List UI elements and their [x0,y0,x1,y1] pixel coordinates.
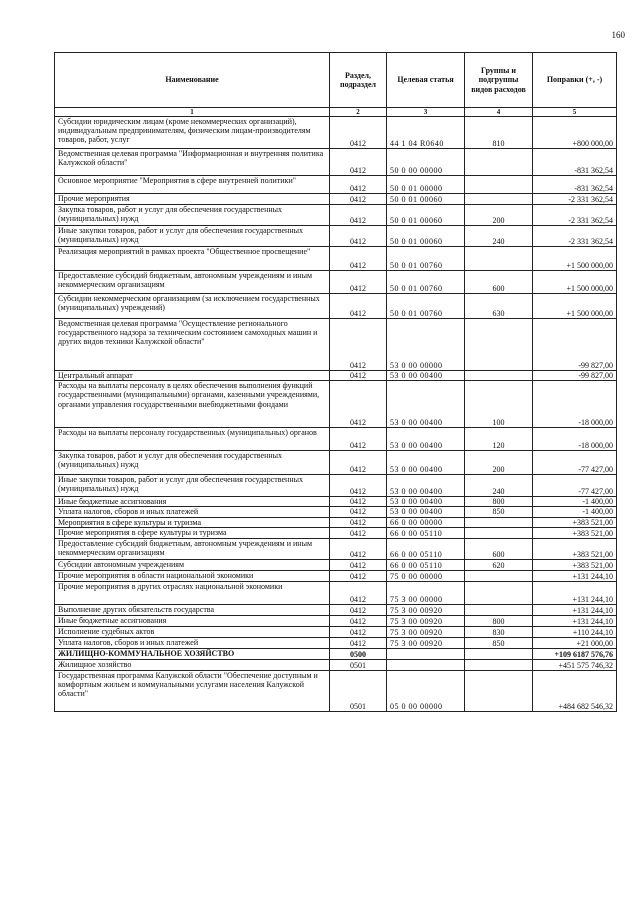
row-target: 50 0 01 00760 [387,247,465,271]
row-group [465,371,533,381]
table-row [55,428,617,451]
row-name: Уплата налогов, сборов и иных платежей [55,507,330,517]
row-name: Расходы на выплаты персоналу государственных (муниципальных) органов [55,428,330,451]
row-amount: -18 000,00 [533,381,617,428]
row-group [465,604,533,615]
row-group: 810 [465,117,533,149]
row-section: 0412 [330,247,387,271]
row-name: Закупка товаров, работ и услуг для обеспечения государственных (муниципальных) нужд [55,205,330,226]
row-target: 53 0 00 00000 [387,319,465,371]
row-name: Иные закупки товаров, работ и услуг для обеспечения государственных (муниципальных) нужд [55,475,330,497]
row-group: 120 [465,428,533,451]
row-name: Уплата налогов, сборов и иных платежей [55,637,330,648]
row-amount: +800 000,00 [533,117,617,149]
row-section: 0412 [330,371,387,381]
table-row [55,497,617,507]
row-section: 0412 [330,615,387,626]
row-target: 50 0 00 00000 [387,149,465,176]
row-section: 0412 [330,271,387,294]
row-group: 830 [465,626,533,637]
row-target: 66 0 00 05110 [387,559,465,570]
table-row [55,176,617,194]
budget-amendments-table [54,52,617,712]
table-row [55,670,617,711]
row-group: 630 [465,294,533,319]
row-name: Субсидии автономным учреждениям [55,559,330,570]
row-amount: -831 362,54 [533,149,617,176]
row-name: Прочие мероприятия в области национальной экономики [55,570,330,581]
row-name: Предоставление субсидий бюджетным, автономным учреждениям и иным некоммерческим организациям [55,271,330,294]
row-section: 0412 [330,559,387,570]
row-group [465,570,533,581]
row-target: 50 0 01 00060 [387,205,465,226]
row-section: 0412 [330,626,387,637]
table-row [55,451,617,475]
row-amount: +131 244,10 [533,570,617,581]
row-section: 0412 [330,527,387,538]
row-name: Прочие мероприятия в других отраслях национальной экономики [55,581,330,604]
row-amount: -1 400,00 [533,497,617,507]
row-name: Расходы на выплаты персоналу в целях обеспечения выполнения функций государственными (муниципальными) органами, казенными учреждениями, органами управления государственными внебюджетными фондами [55,381,330,428]
row-target [387,659,465,670]
header-target: Целевая статья [387,53,465,108]
row-section: 0500 [330,648,387,659]
row-amount: -1 400,00 [533,507,617,517]
table-row [55,475,617,497]
row-section: 0501 [330,670,387,711]
table-row [55,604,617,615]
row-name: Субсидии юридическим лицам (кроме некоммерческих организаций), индивидуальным предпринимателям, физическим лицам-производителям товаров, работ, услуг [55,117,330,149]
row-target: 75 3 00 00920 [387,637,465,648]
row-group: 850 [465,507,533,517]
row-group: 620 [465,559,533,570]
row-name: Субсидии некоммерческим организациям (за исключением государственных (муниципальных) учреждений) [55,294,330,319]
row-section: 0412 [330,517,387,527]
row-group: 100 [465,381,533,428]
row-target: 53 0 00 00400 [387,428,465,451]
table-row [55,117,617,149]
row-target: 53 0 00 00400 [387,371,465,381]
row-section: 0412 [330,381,387,428]
row-name: Закупка товаров, работ и услуг для обеспечения государственных (муниципальных) нужд [55,451,330,475]
row-target: 75 3 00 00920 [387,626,465,637]
row-amount: +1 500 000,00 [533,294,617,319]
row-section: 0412 [330,507,387,517]
row-section: 0412 [330,294,387,319]
row-target: 66 0 00 05110 [387,538,465,559]
row-target: 75 3 00 00000 [387,581,465,604]
row-amount: -831 362,54 [533,176,617,194]
row-section: 0412 [330,475,387,497]
row-target: 53 0 00 00400 [387,507,465,517]
row-amount: +383 521,00 [533,527,617,538]
table-row [55,226,617,247]
table-row [55,581,617,604]
row-section: 0501 [330,659,387,670]
row-amount: -18 000,00 [533,428,617,451]
row-amount: -77 427,00 [533,475,617,497]
row-section: 0412 [330,319,387,371]
table-row [55,381,617,428]
row-group [465,659,533,670]
row-section: 0412 [330,451,387,475]
row-target: 05 0 00 00000 [387,670,465,711]
row-name: Иные бюджетные ассигнования [55,497,330,507]
row-section: 0412 [330,117,387,149]
table-row [55,247,617,271]
header-section: Раздел, подраздел [330,53,387,108]
row-amount: +131 244,10 [533,604,617,615]
row-target: 50 0 01 00000 [387,176,465,194]
row-section: 0412 [330,604,387,615]
column-number: 3 [387,108,465,117]
row-group: 600 [465,271,533,294]
row-amount: +484 682 546,32 [533,670,617,711]
row-name: ЖИЛИЩНО-КОММУНАЛЬНОЕ ХОЗЯЙСТВО [55,648,330,659]
row-section: 0412 [330,538,387,559]
row-target: 75 3 00 00920 [387,615,465,626]
row-section: 0412 [330,637,387,648]
table-row [55,659,617,670]
row-section: 0412 [330,581,387,604]
table-row [55,626,617,637]
table-row [55,194,617,205]
row-group [465,176,533,194]
row-name: Мероприятия в сфере культуры и туризма [55,517,330,527]
row-name: Центральный аппарат [55,371,330,381]
row-group [465,194,533,205]
row-name: Ведомственная целевая программа "Информационная и внутренняя политика Калужской области" [55,149,330,176]
column-number-row [55,108,617,117]
table-row [55,559,617,570]
row-name: Предоставление субсидий бюджетным, автономным учреждениям и иным некоммерческим организациям [55,538,330,559]
row-target: 75 3 00 00920 [387,604,465,615]
table-row [55,517,617,527]
table-row [55,538,617,559]
row-section: 0412 [330,194,387,205]
row-name: Прочие мероприятия [55,194,330,205]
row-group [465,517,533,527]
row-target: 53 0 00 00400 [387,381,465,428]
row-amount: -2 331 362,54 [533,226,617,247]
row-amount: -99 827,00 [533,319,617,371]
table-row [55,271,617,294]
row-name: Выполнение других обязательств государства [55,604,330,615]
row-name: Основное мероприятие "Мероприятия в сфере внутренней политики" [55,176,330,194]
row-amount: +383 521,00 [533,517,617,527]
row-name: Ведомственная целевая программа "Осуществление регионального государственного надзора за техническим состоянием самоходных машин и других видов техники Калужской области" [55,319,330,371]
table-row [55,648,617,659]
row-target: 53 0 00 00400 [387,475,465,497]
row-group: 240 [465,475,533,497]
table-row [55,527,617,538]
row-amount: +1 500 000,00 [533,247,617,271]
table-header-row [55,53,617,108]
table-row [55,294,617,319]
row-group [465,527,533,538]
row-name: Иные закупки товаров, работ и услуг для обеспечения государственных (муниципальных) нужд [55,226,330,247]
row-amount: -2 331 362,54 [533,205,617,226]
table-row [55,149,617,176]
row-name: Реализация мероприятий в рамках проекта "Общественное просвещение" [55,247,330,271]
row-target: 66 0 00 05110 [387,527,465,538]
row-section: 0412 [330,176,387,194]
row-amount: +110 244,10 [533,626,617,637]
row-target: 53 0 00 00400 [387,497,465,507]
table-row [55,371,617,381]
row-group [465,247,533,271]
row-target: 50 0 01 00060 [387,226,465,247]
row-group: 200 [465,451,533,475]
row-target: 50 0 01 00760 [387,271,465,294]
row-name: Прочие мероприятия в сфере культуры и туризма [55,527,330,538]
row-group [465,670,533,711]
row-group [465,149,533,176]
row-amount: +383 521,00 [533,538,617,559]
row-group [465,648,533,659]
row-name: Исполнение судебных актов [55,626,330,637]
row-name: Жилищное хозяйство [55,659,330,670]
row-amount: +383 521,00 [533,559,617,570]
row-target: 66 0 00 00000 [387,517,465,527]
row-section: 0412 [330,497,387,507]
column-number: 4 [465,108,533,117]
row-amount: -99 827,00 [533,371,617,381]
row-group: 200 [465,205,533,226]
row-group [465,319,533,371]
table-row [55,319,617,371]
row-group: 600 [465,538,533,559]
row-amount: +131 244,10 [533,615,617,626]
row-target: 53 0 00 00400 [387,451,465,475]
row-amount: +131 244,10 [533,581,617,604]
header-name: Наименование [55,53,330,108]
page-number: 160 [611,30,625,40]
row-amount: +451 575 746,32 [533,659,617,670]
row-group: 800 [465,497,533,507]
row-group: 240 [465,226,533,247]
row-target [387,648,465,659]
header-amendments: Поправки (+, -) [533,53,617,108]
row-amount: +21 000,00 [533,637,617,648]
table-row [55,637,617,648]
row-section: 0412 [330,428,387,451]
row-group: 850 [465,637,533,648]
column-number: 2 [330,108,387,117]
row-group [465,581,533,604]
column-number: 1 [55,108,330,117]
row-target: 50 0 01 00060 [387,194,465,205]
header-groups: Группы и подгруппы видов расходов [465,53,533,108]
row-name: Государственная программа Калужской области "Обеспечение доступным и комфортным жильем и коммунальными услугами населения Калужской области" [55,670,330,711]
row-group: 800 [465,615,533,626]
table-row [55,507,617,517]
row-target: 44 1 04 R0640 [387,117,465,149]
row-amount: +1 500 000,00 [533,271,617,294]
row-amount: -2 331 362,54 [533,194,617,205]
row-amount: +109 6187 576,76 [533,648,617,659]
row-section: 0412 [330,226,387,247]
row-target: 50 0 01 00760 [387,294,465,319]
row-section: 0412 [330,149,387,176]
row-amount: -77 427,00 [533,451,617,475]
table-row [55,570,617,581]
row-section: 0412 [330,570,387,581]
row-target: 75 0 00 00000 [387,570,465,581]
row-name: Иные бюджетные ассигнования [55,615,330,626]
table-row [55,615,617,626]
column-number: 5 [533,108,617,117]
row-section: 0412 [330,205,387,226]
table-row [55,205,617,226]
